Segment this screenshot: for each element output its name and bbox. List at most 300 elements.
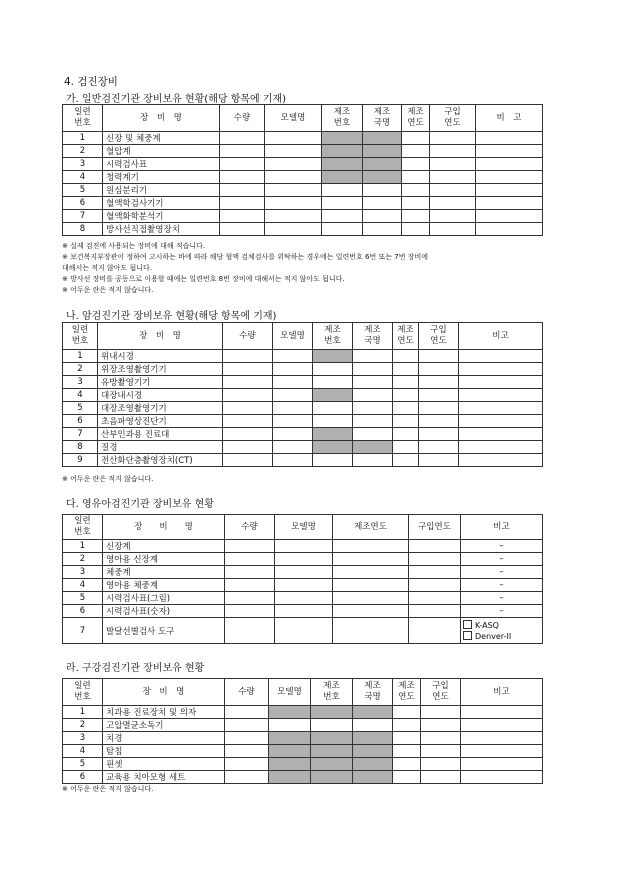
general-note-2: ※ 보건복지부장관이 정하여 고시하는 바에 따라 해당 혈액 검체검사를 위탁하는 경우에는 일련번호 6번 또는 7번 장비에 (62, 253, 428, 261)
table-row (63, 415, 543, 428)
cell-country[interactable] (353, 454, 393, 467)
cell-purchase-year[interactable] (409, 618, 461, 644)
cell-serial[interactable] (313, 454, 353, 467)
shaded-cell (313, 350, 353, 363)
cell-remark[interactable] (476, 210, 543, 223)
row-no: 3 (63, 158, 103, 171)
cell-mfg-year[interactable] (333, 605, 409, 618)
cell-qty[interactable] (225, 745, 269, 758)
cell-country[interactable] (363, 210, 402, 223)
col-qty: 수량 (225, 515, 275, 540)
table-row (63, 719, 543, 732)
cell-model[interactable] (265, 145, 322, 158)
cell-qty[interactable] (220, 223, 265, 236)
cell-qty[interactable] (225, 579, 275, 592)
cell-model[interactable] (275, 592, 333, 605)
cell-purchase-year[interactable] (430, 158, 476, 171)
cell-model[interactable] (275, 579, 333, 592)
cell-purchase-year[interactable] (430, 223, 476, 236)
cell-remark[interactable] (461, 771, 543, 784)
shaded-cell (311, 745, 353, 758)
table-row (63, 540, 543, 553)
row-name: 질경 (98, 441, 223, 454)
shaded-cell (353, 706, 393, 719)
row-name: 대장조영촬영기기 (98, 402, 223, 415)
cell-model[interactable] (273, 402, 313, 415)
cell-purchase-year[interactable] (419, 350, 459, 363)
cell-mfg-year[interactable] (393, 363, 419, 376)
cell-model[interactable] (273, 441, 313, 454)
cell-remark[interactable] (459, 454, 543, 467)
cell-country[interactable] (353, 402, 393, 415)
cell-country[interactable] (363, 223, 402, 236)
oral-equipment-table (62, 678, 543, 784)
cell-mfg-year[interactable] (393, 415, 419, 428)
cell-qty[interactable] (223, 454, 273, 467)
option-label: K-ASQ (475, 620, 499, 630)
cell-mfg-year[interactable] (333, 592, 409, 605)
cell-model[interactable] (273, 454, 313, 467)
col-model: 모델명 (265, 105, 322, 132)
section-title: 4. 검진장비 (64, 76, 118, 88)
col-remark: 비고 (459, 323, 543, 350)
cell-remark[interactable] (459, 389, 543, 402)
cell-qty[interactable] (225, 566, 275, 579)
row-no: 7 (63, 428, 98, 441)
table-row (63, 745, 543, 758)
cell-mfg-year[interactable] (393, 454, 419, 467)
col-qty: 수량 (223, 323, 273, 350)
row-name: 혈압계 (103, 145, 220, 158)
cancer-title: 나. 암검진기관 장비보유 현황(해당 항목에 기재) (66, 311, 277, 322)
shaded-cell (363, 171, 402, 184)
cell-purchase-year[interactable] (430, 184, 476, 197)
cell-serial[interactable] (313, 415, 353, 428)
row-remark: – (461, 605, 543, 618)
table-row (63, 732, 543, 745)
row-no: 1 (63, 350, 98, 363)
cell-remark[interactable] (459, 441, 543, 454)
cell-qty[interactable] (225, 592, 275, 605)
cell-model[interactable] (265, 197, 322, 210)
row-name: 영아용 체중계 (103, 579, 225, 592)
col-country: 제조 국명 (353, 323, 393, 350)
cell-qty[interactable] (223, 389, 273, 402)
cell-mfg-year[interactable] (393, 732, 421, 745)
cell-model[interactable] (275, 566, 333, 579)
cancer-equipment-table (62, 322, 543, 467)
table-header-row (63, 515, 543, 540)
row-name: 위장조영촬영기기 (98, 363, 223, 376)
table-row (63, 454, 543, 467)
shaded-cell (353, 758, 393, 771)
cell-remark[interactable] (476, 132, 543, 145)
cell-qty[interactable] (220, 145, 265, 158)
cell-model[interactable] (275, 605, 333, 618)
cell-qty[interactable] (225, 758, 269, 771)
cell-purchase-year[interactable] (421, 745, 461, 758)
checkbox-icon (463, 631, 472, 640)
cell-model[interactable] (273, 350, 313, 363)
cell-purchase-year[interactable] (419, 376, 459, 389)
general-note-5: ※ 어두운 란은 적지 않습니다. (62, 286, 154, 294)
row-no: 2 (63, 145, 103, 158)
cell-mfg-year[interactable] (393, 428, 419, 441)
cell-purchase-year[interactable] (419, 454, 459, 467)
cell-serial[interactable] (322, 223, 363, 236)
cell-qty[interactable] (223, 363, 273, 376)
row-remark: – (461, 566, 543, 579)
row-no: 3 (63, 732, 103, 745)
cell-country[interactable] (353, 428, 393, 441)
row-no: 9 (63, 454, 98, 467)
table-header-row (63, 679, 543, 706)
row-no: 2 (63, 553, 103, 566)
cell-qty[interactable] (225, 553, 275, 566)
cell-model[interactable] (273, 428, 313, 441)
row-name: 시력검사표 (103, 158, 220, 171)
row-remark: – (461, 592, 543, 605)
cell-remark[interactable] (459, 428, 543, 441)
row-name: 신장 및 체중계 (103, 132, 220, 145)
row-no: 5 (63, 402, 98, 415)
cell-purchase-year[interactable] (421, 706, 461, 719)
cell-remark[interactable] (476, 184, 543, 197)
col-qty: 수량 (220, 105, 265, 132)
row-name: 치경 (103, 732, 225, 745)
cell-serial[interactable] (322, 210, 363, 223)
cell-remark[interactable] (476, 158, 543, 171)
cell-mfg-year[interactable] (393, 402, 419, 415)
cell-qty[interactable] (220, 210, 265, 223)
row-name: 산부인과용 진료대 (98, 428, 223, 441)
cell-model[interactable] (273, 389, 313, 402)
row-remark: – (461, 540, 543, 553)
cell-model[interactable] (273, 376, 313, 389)
row-no: 8 (63, 223, 103, 236)
row-no: 6 (63, 415, 98, 428)
shaded-cell (311, 758, 353, 771)
cell-mfg-year[interactable] (333, 553, 409, 566)
cell-purchase-year[interactable] (419, 363, 459, 376)
cell-purchase-year[interactable] (419, 415, 459, 428)
cell-mfg-year[interactable] (402, 184, 430, 197)
cell-qty[interactable] (223, 441, 273, 454)
cell-qty[interactable] (225, 732, 269, 745)
row-no: 4 (63, 579, 103, 592)
cell-mfg-year[interactable] (402, 223, 430, 236)
cell-model[interactable] (273, 415, 313, 428)
cell-remark[interactable] (461, 719, 543, 732)
cell-qty[interactable] (223, 376, 273, 389)
cell-qty[interactable] (220, 197, 265, 210)
cell-mfg-year[interactable] (402, 171, 430, 184)
cell-remark[interactable] (476, 223, 543, 236)
cell-qty[interactable] (223, 428, 273, 441)
table-row (63, 210, 543, 223)
cell-mfg-year[interactable] (333, 566, 409, 579)
cell-purchase-year[interactable] (419, 389, 459, 402)
row-name: 시력검사표(그림) (103, 592, 225, 605)
cell-purchase-year[interactable] (421, 771, 461, 784)
row-name: 영아용 신장계 (103, 553, 225, 566)
table-row (63, 605, 543, 618)
cell-mfg-year[interactable] (393, 706, 421, 719)
cell-qty[interactable] (223, 415, 273, 428)
table-row (63, 376, 543, 389)
col-qty: 수량 (225, 679, 269, 706)
row-name: 혈액학검사기기 (103, 197, 220, 210)
shaded-cell (269, 706, 311, 719)
row-name: 탐침 (103, 745, 225, 758)
shaded-cell (322, 171, 363, 184)
row-no: 2 (63, 363, 98, 376)
table-row (63, 389, 543, 402)
cell-purchase-year[interactable] (419, 428, 459, 441)
cell-mfg-year[interactable] (393, 758, 421, 771)
cell-country[interactable] (363, 184, 402, 197)
row-no: 1 (63, 706, 103, 719)
cell-country[interactable] (353, 719, 393, 732)
cell-country[interactable] (353, 376, 393, 389)
col-model: 모델명 (273, 323, 313, 350)
row-name: 원심분리기 (103, 184, 220, 197)
col-name: 장 비 명 (103, 105, 220, 132)
cell-mfg-year[interactable] (393, 771, 421, 784)
cell-purchase-year[interactable] (409, 605, 461, 618)
col-country: 제조 국명 (353, 679, 393, 706)
oral-title: 라. 구강검진기관 장비보유 현황 (66, 663, 205, 674)
col-name: 장 비 명 (103, 679, 225, 706)
option-denver[interactable] (461, 631, 542, 642)
cell-mfg-year[interactable] (393, 441, 419, 454)
cell-qty[interactable] (225, 540, 275, 553)
col-purchase-year: 구입 연도 (421, 679, 461, 706)
cell-model[interactable] (265, 223, 322, 236)
general-note-1: ※ 실제 검진에 사용되는 장비에 대해 적습니다. (62, 242, 206, 250)
col-serial: 제조 번호 (313, 323, 353, 350)
cell-country[interactable] (353, 415, 393, 428)
cell-model[interactable] (273, 363, 313, 376)
cell-purchase-year[interactable] (421, 732, 461, 745)
row-no: 1 (63, 132, 103, 145)
table-row (63, 145, 543, 158)
cell-mfg-year[interactable] (402, 210, 430, 223)
cell-purchase-year[interactable] (419, 402, 459, 415)
cell-qty[interactable] (223, 402, 273, 415)
cell-remark[interactable] (461, 745, 543, 758)
cell-remark[interactable] (476, 145, 543, 158)
cell-remark[interactable] (461, 706, 543, 719)
cell-remark[interactable] (459, 350, 543, 363)
cell-qty[interactable] (220, 132, 265, 145)
shaded-cell (363, 158, 402, 171)
infant-title: 다. 영유아검진기관 장비보유 현황 (66, 499, 214, 510)
cell-mfg-year[interactable] (333, 618, 409, 644)
cell-model[interactable] (265, 184, 322, 197)
general-note-3: 대해서는 적지 않아도 됩니다. (62, 264, 153, 272)
shaded-cell (313, 389, 353, 402)
cell-country[interactable] (363, 197, 402, 210)
table-row (63, 350, 543, 363)
cell-purchase-year[interactable] (409, 540, 461, 553)
cell-mfg-year[interactable] (402, 158, 430, 171)
table-row (63, 184, 543, 197)
cell-purchase-year[interactable] (421, 758, 461, 771)
cell-mfg-year[interactable] (393, 719, 421, 732)
cell-remark[interactable] (476, 171, 543, 184)
table-row (63, 592, 543, 605)
cell-model[interactable] (269, 719, 311, 732)
shaded-cell (322, 158, 363, 171)
table-row (63, 223, 543, 236)
cell-qty[interactable] (225, 771, 269, 784)
cell-serial[interactable] (322, 197, 363, 210)
row-name: 혈액화학분석기 (103, 210, 220, 223)
table-row (63, 618, 543, 644)
shaded-cell (269, 745, 311, 758)
cell-remark[interactable] (459, 376, 543, 389)
row-name: 핀셋 (103, 758, 225, 771)
shaded-cell (313, 441, 353, 454)
cell-purchase-year[interactable] (430, 171, 476, 184)
cell-qty[interactable] (223, 350, 273, 363)
row-name: 발달선별검사 도구 (103, 618, 225, 644)
cell-model[interactable] (265, 158, 322, 171)
table-row (63, 402, 543, 415)
row-remark: – (461, 579, 543, 592)
cell-model[interactable] (275, 540, 333, 553)
cell-mfg-year[interactable] (402, 145, 430, 158)
table-row (63, 771, 543, 784)
shaded-cell (311, 771, 353, 784)
table-row (63, 428, 543, 441)
cell-model[interactable] (275, 553, 333, 566)
cell-serial[interactable] (313, 363, 353, 376)
dev-screening-options (461, 618, 543, 644)
cell-purchase-year[interactable] (430, 210, 476, 223)
col-mfg-year: 제조 연도 (393, 679, 421, 706)
cell-remark[interactable] (459, 363, 543, 376)
cell-mfg-year[interactable] (333, 579, 409, 592)
cell-qty[interactable] (225, 706, 269, 719)
cell-mfg-year[interactable] (402, 132, 430, 145)
shaded-cell (363, 145, 402, 158)
col-serial: 제조 번호 (322, 105, 363, 132)
table-row (63, 132, 543, 145)
table-row (63, 566, 543, 579)
cell-serial[interactable] (311, 719, 353, 732)
cell-country[interactable] (353, 350, 393, 363)
shaded-cell (269, 771, 311, 784)
cancer-note: ※ 어두운 란은 적지 않습니다. (62, 475, 154, 483)
shaded-cell (363, 132, 402, 145)
row-no: 3 (63, 566, 103, 579)
cell-remark[interactable] (461, 732, 543, 745)
col-purchase-year: 구입 연도 (419, 323, 459, 350)
shaded-cell (269, 758, 311, 771)
cell-mfg-year[interactable] (393, 376, 419, 389)
cell-qty[interactable] (220, 158, 265, 171)
table-row (63, 363, 543, 376)
col-no: 일련 번호 (63, 323, 98, 350)
row-name: 전산화단층촬영장치(CT) (98, 454, 223, 467)
cell-mfg-year[interactable] (393, 745, 421, 758)
cell-purchase-year[interactable] (419, 441, 459, 454)
cell-purchase-year[interactable] (409, 579, 461, 592)
table-row (63, 158, 543, 171)
table-row (63, 706, 543, 719)
option-label: Denver-II (475, 631, 512, 641)
cell-remark[interactable] (461, 758, 543, 771)
table-row (63, 579, 543, 592)
row-no: 1 (63, 540, 103, 553)
cell-model[interactable] (265, 132, 322, 145)
row-name: 초음파영상진단기 (98, 415, 223, 428)
cell-qty[interactable] (220, 171, 265, 184)
cell-country[interactable] (353, 363, 393, 376)
cell-model[interactable] (275, 618, 333, 644)
cell-mfg-year[interactable] (393, 350, 419, 363)
cell-mfg-year[interactable] (333, 540, 409, 553)
row-name: 치과용 진료장치 및 의자 (103, 706, 225, 719)
shaded-cell (313, 428, 353, 441)
cell-purchase-year[interactable] (430, 197, 476, 210)
cell-purchase-year[interactable] (409, 553, 461, 566)
cell-purchase-year[interactable] (430, 132, 476, 145)
option-kasq[interactable] (461, 620, 542, 631)
row-no: 6 (63, 771, 103, 784)
row-no: 5 (63, 592, 103, 605)
shaded-cell (353, 441, 393, 454)
cell-mfg-year[interactable] (393, 389, 419, 402)
cell-qty[interactable] (220, 184, 265, 197)
cell-purchase-year[interactable] (421, 719, 461, 732)
row-no: 2 (63, 719, 103, 732)
cell-mfg-year[interactable] (402, 197, 430, 210)
table-row (63, 197, 543, 210)
oral-note: ※ 어두운 란은 적지 않습니다. (62, 785, 154, 793)
cell-remark[interactable] (476, 197, 543, 210)
cell-model[interactable] (265, 210, 322, 223)
cell-qty[interactable] (225, 605, 275, 618)
col-serial: 제조 번호 (311, 679, 353, 706)
row-name: 위내시경 (98, 350, 223, 363)
cell-remark[interactable] (459, 415, 543, 428)
cell-qty[interactable] (225, 618, 275, 644)
row-no: 3 (63, 376, 98, 389)
infant-equipment-table (62, 514, 543, 644)
row-name: 신장계 (103, 540, 225, 553)
cell-serial[interactable] (322, 184, 363, 197)
cell-purchase-year[interactable] (409, 592, 461, 605)
table-row (63, 171, 543, 184)
cell-serial[interactable] (313, 376, 353, 389)
col-country: 제조 국명 (363, 105, 402, 132)
cell-purchase-year[interactable] (409, 566, 461, 579)
row-no: 8 (63, 441, 98, 454)
col-remark: 비 고 (476, 105, 543, 132)
row-name: 교육용 치아모형 세트 (103, 771, 225, 784)
cell-serial[interactable] (313, 402, 353, 415)
row-name: 대장내시경 (98, 389, 223, 402)
cell-qty[interactable] (225, 719, 269, 732)
row-no: 7 (63, 618, 103, 644)
cell-model[interactable] (265, 171, 322, 184)
cell-purchase-year[interactable] (430, 145, 476, 158)
cell-country[interactable] (353, 389, 393, 402)
cell-remark[interactable] (459, 402, 543, 415)
